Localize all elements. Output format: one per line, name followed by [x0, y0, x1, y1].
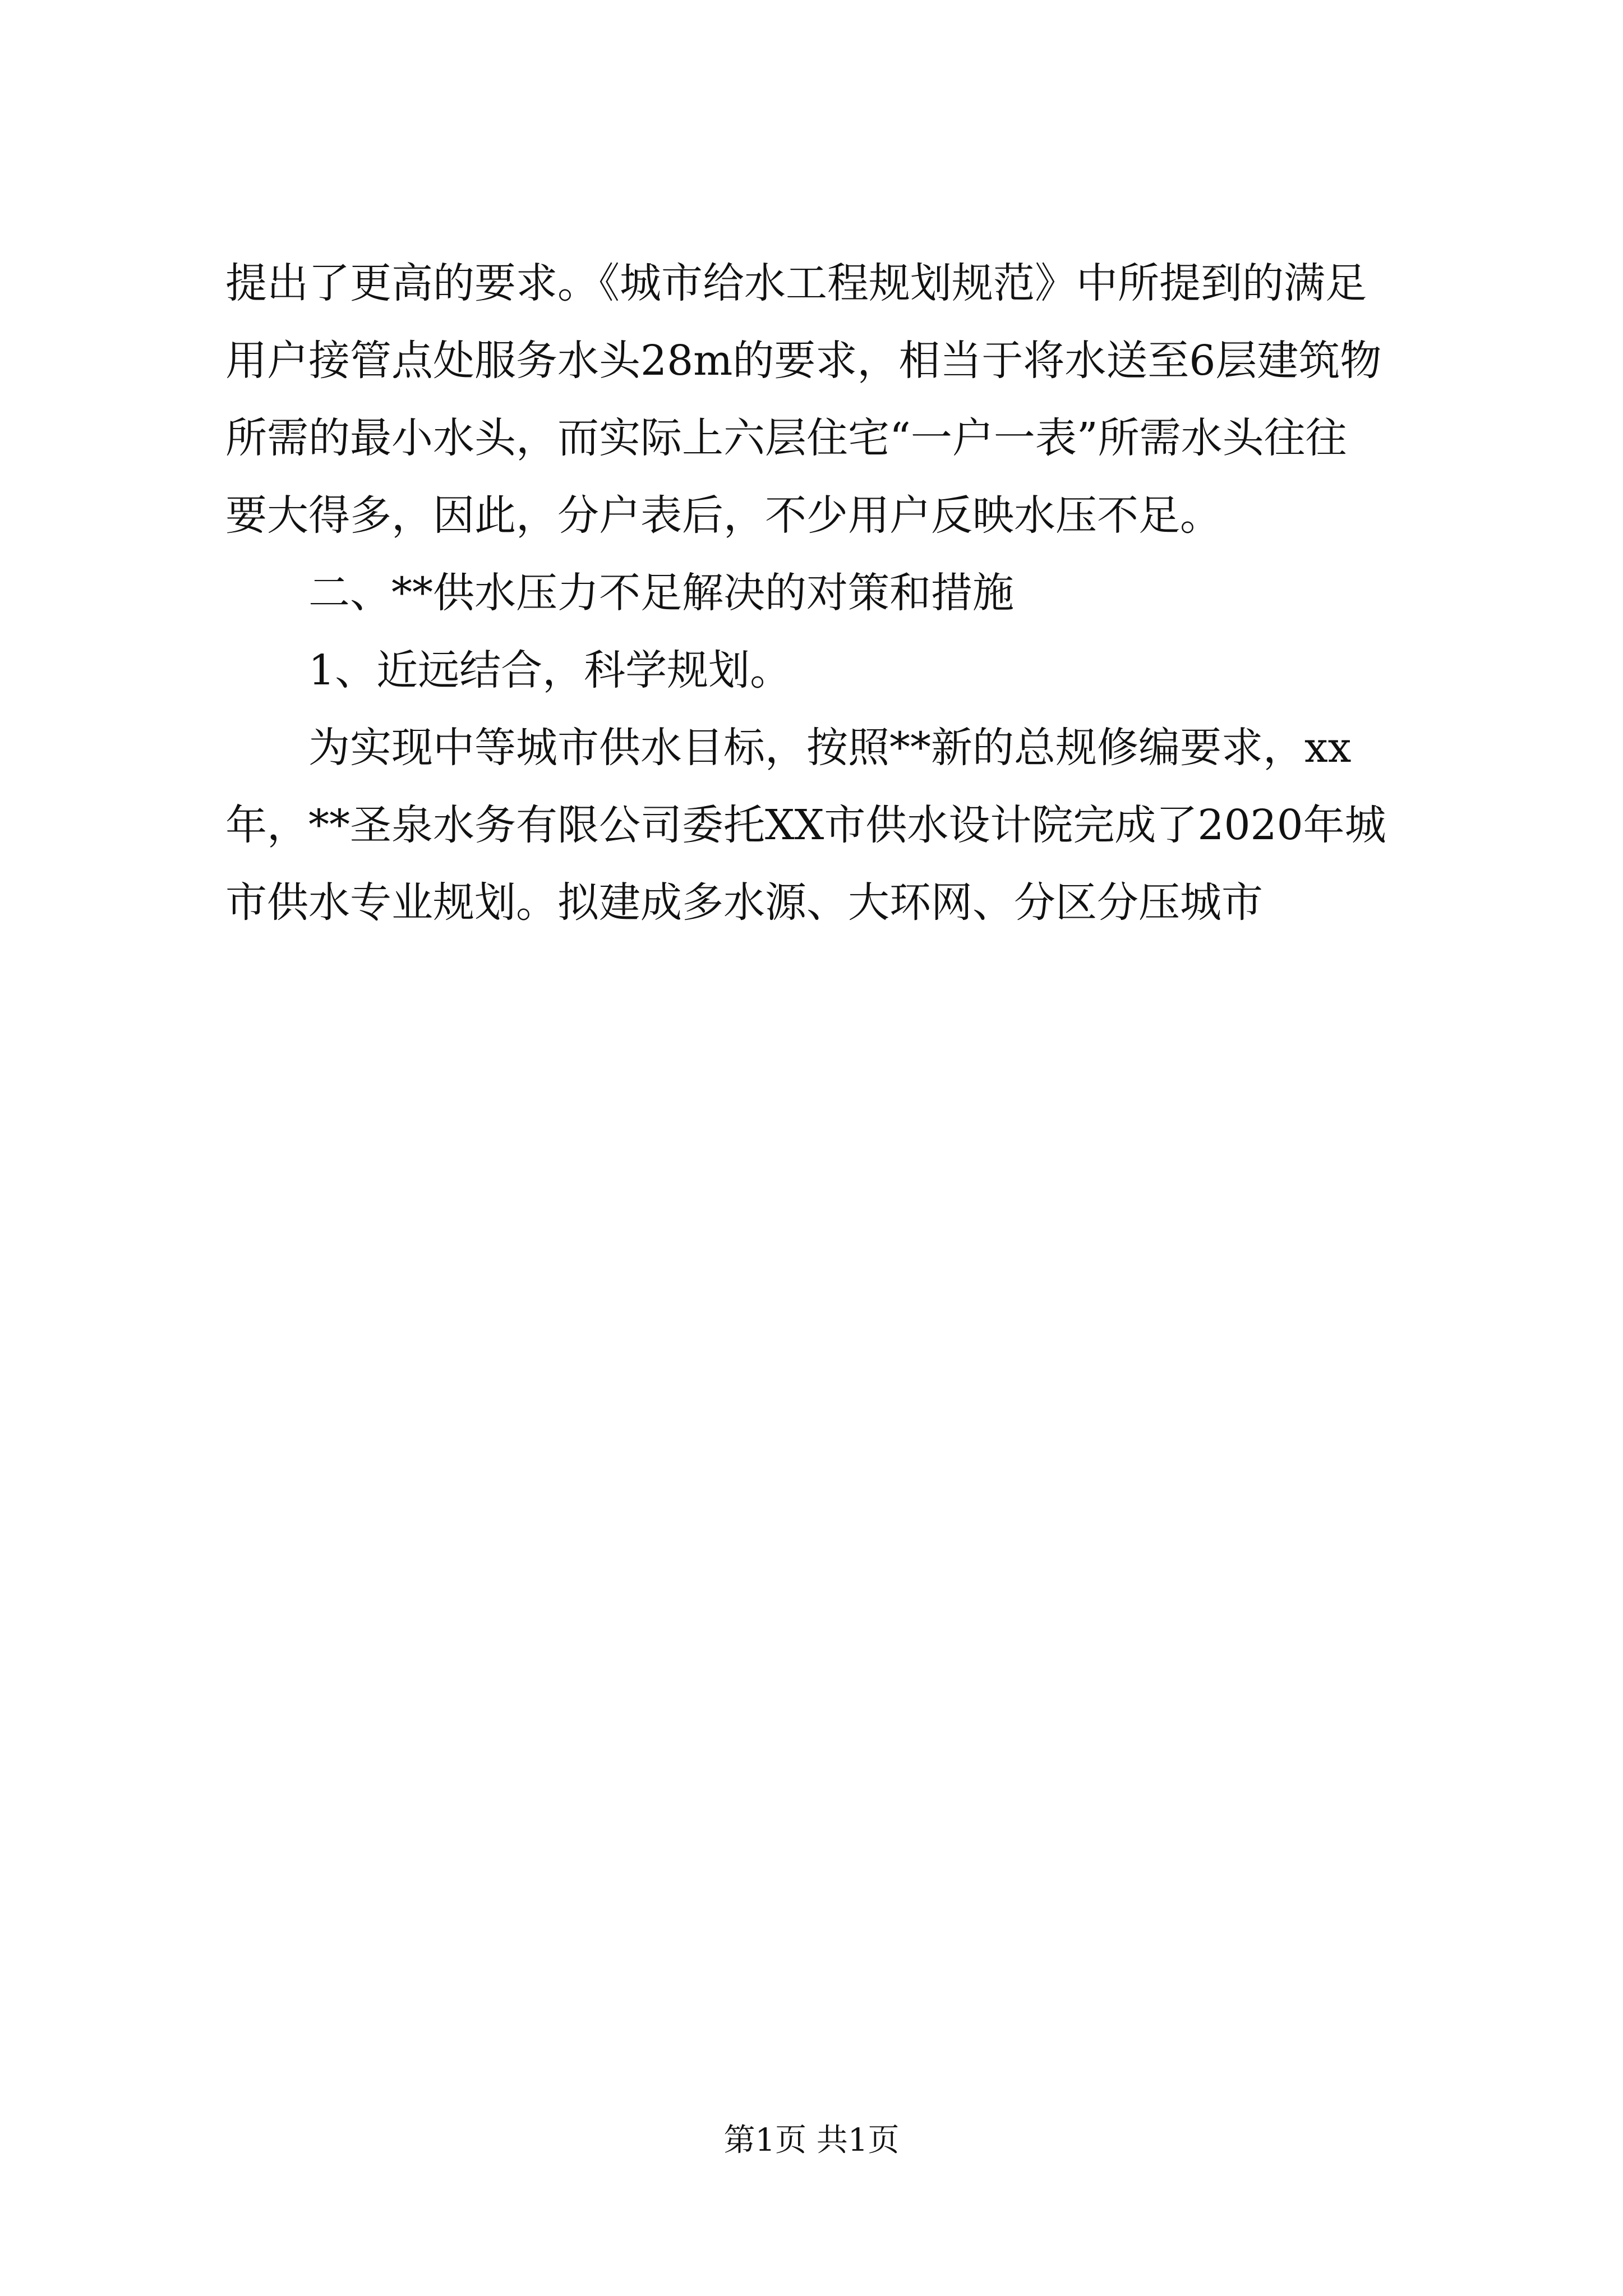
paragraph-line: 年，**圣泉水务有限公司委托XX市供水设计院完成了2020年城	[225, 801, 1386, 849]
paragraph-line: 要大得多，因此，分户表后，不少用户反映水压不足。	[225, 491, 1221, 540]
page-number-footer: 第1页 共1页	[723, 2122, 900, 2159]
paragraph-line: 市供水专业规划。拟建成多水源、大环网、分区分压城市	[225, 878, 1263, 927]
paragraph-line: 所需的最小水头，而实际上六层住宅“一户一表”所需水头往往	[225, 414, 1347, 462]
paragraph-line: 提出了更高的要求。《城市给水工程规划规范》中所提到的满足	[225, 259, 1367, 307]
paragraph-line: 用户接管点处服务水头28m的要求，相当于将水送至6层建筑物	[225, 337, 1382, 385]
paragraph-line: 为实现中等城市供水目标，按照**新的总规修编要求，xx	[308, 724, 1352, 772]
subsection-heading: 1、近远结合，科学规划。	[308, 646, 792, 694]
section-heading: 二、**供水压力不足解决的对策和措施	[308, 569, 1014, 617]
